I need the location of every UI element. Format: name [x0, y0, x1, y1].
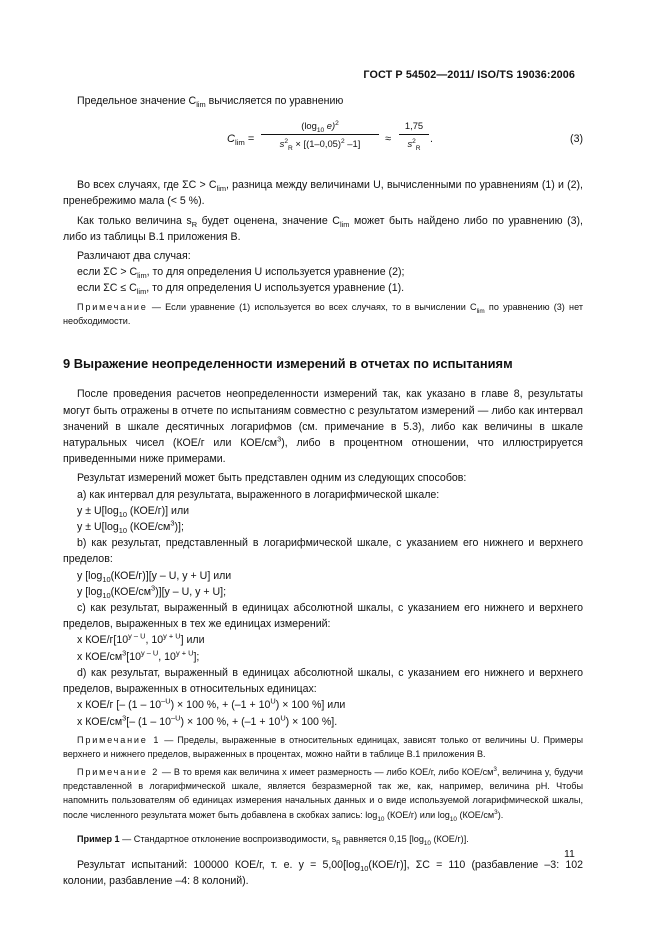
equation-number: (3) — [570, 133, 583, 146]
formula-fraction — [261, 119, 379, 153]
note-2: Примечание 2 — В то время как величина x имеет размерность — либо КОЕ/г, либо КОЕ/$см^3$, величина y, будучи представленной в логарифмической шкале, является безразмерной так же, как, например, величина pH. Чтобы напомнить пользователям об единицах измерения начальных данных и о виде используемой логарифмической шкалы, после численного результата может быть добавлена в скобках запись: $\log_{10} (КОЕ/г)$ или $\log_{10} (КОЕ/см^3)$. — [63, 765, 583, 823]
note-1: Примечание 1 — Пределы, выраженные в относительных единицах, зависят только от величины U. Примеры верхнего и нижнего пределов, выраженных в процентах, можно найти в таблице В.1 приложения В. — [63, 734, 583, 760]
formula2-numerator: 1,75 — [404, 120, 424, 132]
formula-3 — [63, 117, 583, 171]
standard-header: ГОСТ Р 54502—2011/ ISO/TS 19036:2006 — [363, 69, 575, 81]
test-result: Результат испытаний: 100000 КОЕ/г, т. е. $y = 5,00[\log_{10}(КОЕ/г)]$, ΣC = 110 (разбавление –3: 102 колонии, разбавление –4: 8 колоний). — [63, 858, 583, 887]
page-content — [63, 93, 583, 889]
approx-sign: ≈ — [385, 133, 392, 146]
item-d-heading: d) как результат, выраженный в единицах абсолютной шкалы, с указанием его нижнего и верхнего пределов, выраженных в относительных единицах: — [63, 666, 583, 696]
fraction-bar — [261, 134, 379, 135]
item-c-heading: с) как результат, выраженный в единицах абсолютной шкалы, с указанием его нижнего и верхнего пределов, выраженных в тех же единицах измерений: — [63, 602, 583, 631]
example-1: Пример 1 — Стандартное отклонение воспроизводимости, $s_R$ равняется 0,15 [$\log_{10}$ (КОЕ/г)]. — [77, 834, 469, 847]
ways-intro: Результат измерений может быть представлен одним из следующих способов: — [77, 472, 467, 485]
intro-paragraph: Предельное значение $C_{lim}$ вычисляется по уравнению — [77, 95, 344, 110]
item-a-1: $y \pm U[\log_{10}$ (КОЕ/г)] или — [77, 504, 190, 519]
item-d-1: x КОЕ/г [– $(1 - 10^{-U}) \times 100$ %, + $(-1 + 10^U) \times 100$ %] или — [77, 696, 346, 712]
paragraph-sr-estimated: Как только величина $s_R$ будет оценена, значение $C_{lim}$ может быть найдено либо по уравнению (3), либо из таблицы В.1 приложения В. — [63, 214, 583, 243]
case-less-equal: если $\Sigma C \le C_{lim}$, то для определения U используется уравнение (1). — [77, 282, 405, 297]
page-number: 11 — [564, 848, 575, 860]
fraction-bar-2 — [399, 134, 429, 135]
item-a-heading: а) как интервал для результата, выраженного в логарифмической шкале: — [77, 488, 440, 501]
section-intro: После проведения расчетов неопределенности измерений так, как указано в главе 8, результаты могут быть отражены в отчете по испытаниям совместно с результатом измерений — либо как интервал значений в шкале десятичных логарифмов (см. примечание в 5.3), либо как величины в шкале натуральных чисел (КОЕ/г или КОЕ/$см^3$), либо в процентном отношении, что иллюстрируется приведенными ниже примерами. — [63, 388, 583, 466]
paragraph-all-cases: Во всех случаях, где $\Sigma C > C_{lim}$, разница между величинами U, вычисленными по уравнениям (1) и (2), пренебрежимо мала (< 5 %). — [63, 179, 583, 208]
item-c-2: x КОЕ/$см^3[10^{y - U}$, $10^{y + U}$]; — [77, 648, 200, 663]
section-title: 9 Выражение неопределенности измерений в отчетах по испытаниям — [63, 356, 513, 372]
formula-period: . — [430, 133, 433, 146]
case-greater: если $\Sigma C > C_{lim}$, то для определения U используется уравнение (2); — [77, 266, 405, 281]
item-d-2: x КОЕ/$см^3[-$ $(1 - 10^{-U}) \times 100$ %, + $(-1 + 10^U) \times 100$ %]. — [77, 712, 338, 728]
formula-numerator: ($\log_{10}$ e)$^2$ — [301, 120, 339, 135]
formula-fraction-2 — [399, 119, 429, 153]
item-c-1: x КОЕ/$г[10^{y - U}$, $10^{y + U}$] или — [77, 631, 205, 647]
item-a-2: $y \pm U[\log_{10}$ $(КОЕ/см^3)$]; — [77, 518, 184, 536]
paragraph-two-cases: Различают два случая: — [77, 250, 191, 263]
formula-lhs: $C_{lim}$ = — [227, 133, 255, 148]
note-clim: Примечание — Если уравнение (1) используется во всех случаях, то в вычислении $C_{lim}$ по уравнению (3) нет необходимости. — [63, 301, 583, 327]
item-b-1: y $[\log_{10}(КОЕ/г)][y$ – U, y + U] или — [77, 569, 232, 584]
formula2-denominator: $s^2_R$ — [407, 138, 421, 153]
item-b-2: y $[\log_{10}(КОЕ/см^3)][y$ – U, y + U]; — [77, 583, 227, 600]
formula-denominator: $s^2_R \times [(1-0,05)^2$ –1] — [279, 138, 361, 153]
item-b-heading: b) как результат, представленный в логарифмической шкале, с указанием его нижнего и верхнего пределов: — [63, 537, 583, 566]
